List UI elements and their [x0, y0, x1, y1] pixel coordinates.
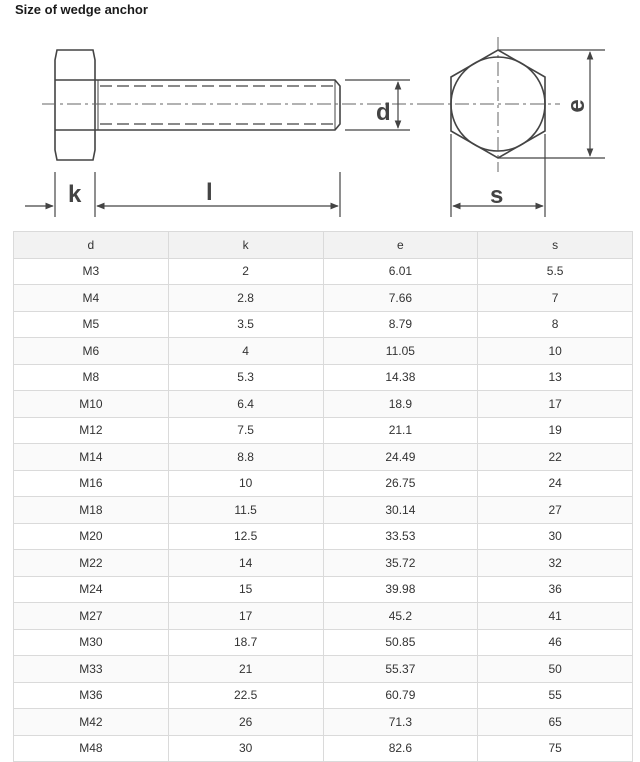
table-row — [14, 656, 633, 683]
table-cell: M12 — [14, 417, 169, 444]
table-cell: 30.14 — [323, 497, 478, 524]
column-header: e — [323, 232, 478, 259]
table-cell: 55.37 — [323, 656, 478, 683]
table-cell: M4 — [14, 285, 169, 312]
table-row — [14, 364, 633, 391]
table-cell: M14 — [14, 444, 169, 471]
table-cell: 21.1 — [323, 417, 478, 444]
table-row — [14, 391, 633, 418]
table-cell: 7 — [478, 285, 633, 312]
table-cell: M10 — [14, 391, 169, 418]
table-cell: M30 — [14, 629, 169, 656]
table-cell: 8 — [478, 311, 633, 338]
table-cell: 26.75 — [323, 470, 478, 497]
table-row — [14, 417, 633, 444]
table-cell: M6 — [14, 338, 169, 365]
d-label: d — [376, 99, 391, 126]
table-cell: 10 — [478, 338, 633, 365]
table-cell: 21 — [168, 656, 323, 683]
column-header: s — [478, 232, 633, 259]
table-cell: M27 — [14, 603, 169, 630]
table-row — [14, 258, 633, 285]
table-cell: 30 — [168, 735, 323, 762]
table-cell: 4 — [168, 338, 323, 365]
table-cell: 24.49 — [323, 444, 478, 471]
table-cell: 71.3 — [323, 709, 478, 736]
table-cell: 26 — [168, 709, 323, 736]
table-cell: M24 — [14, 576, 169, 603]
table-cell: M36 — [14, 682, 169, 709]
table-cell: 50.85 — [323, 629, 478, 656]
table-cell: 60.79 — [323, 682, 478, 709]
table-cell: 75 — [478, 735, 633, 762]
table-cell: M48 — [14, 735, 169, 762]
table-cell: 18.7 — [168, 629, 323, 656]
table-cell: M5 — [14, 311, 169, 338]
table-row — [14, 285, 633, 312]
table-cell: 32 — [478, 550, 633, 577]
table-cell: 3.5 — [168, 311, 323, 338]
table-row — [14, 523, 633, 550]
table-cell: M8 — [14, 364, 169, 391]
table-cell: 2 — [168, 258, 323, 285]
table-cell: 8.79 — [323, 311, 478, 338]
table-row — [14, 550, 633, 577]
table-cell: 45.2 — [323, 603, 478, 630]
page-title: Size of wedge anchor — [15, 2, 148, 17]
table-row — [14, 709, 633, 736]
table-cell: 33.53 — [323, 523, 478, 550]
table-cell: 8.8 — [168, 444, 323, 471]
table-cell: 46 — [478, 629, 633, 656]
table-cell: 14.38 — [323, 364, 478, 391]
bolt-dimension-diagram — [0, 22, 640, 232]
table-cell: 82.6 — [323, 735, 478, 762]
table-cell: 5.3 — [168, 364, 323, 391]
table-row — [14, 338, 633, 365]
table-cell: 15 — [168, 576, 323, 603]
table-cell: 22 — [478, 444, 633, 471]
table-cell: 30 — [478, 523, 633, 550]
table-cell: 11.05 — [323, 338, 478, 365]
table-cell: 55 — [478, 682, 633, 709]
table-cell: 24 — [478, 470, 633, 497]
table-cell: 10 — [168, 470, 323, 497]
table-row — [14, 470, 633, 497]
table-header-row — [14, 232, 633, 259]
table-row — [14, 682, 633, 709]
table-cell: M16 — [14, 470, 169, 497]
table-cell: 17 — [168, 603, 323, 630]
table-row — [14, 497, 633, 524]
table-cell: M20 — [14, 523, 169, 550]
l-label: l — [206, 179, 213, 206]
table-cell: 36 — [478, 576, 633, 603]
s-label: s — [490, 182, 504, 209]
table-cell: M33 — [14, 656, 169, 683]
table-cell: M22 — [14, 550, 169, 577]
size-table — [13, 231, 633, 762]
table-cell: 22.5 — [168, 682, 323, 709]
bolt-head-shape — [55, 50, 95, 160]
table-cell: 11.5 — [168, 497, 323, 524]
table-cell: 27 — [478, 497, 633, 524]
table-cell: 13 — [478, 364, 633, 391]
table-cell: 2.8 — [168, 285, 323, 312]
table-cell: 5.5 — [478, 258, 633, 285]
table-cell: 17 — [478, 391, 633, 418]
table-cell: 7.66 — [323, 285, 478, 312]
table-cell: 65 — [478, 709, 633, 736]
table-row — [14, 735, 633, 762]
table-row — [14, 311, 633, 338]
column-header: d — [14, 232, 169, 259]
table-cell: 14 — [168, 550, 323, 577]
table-cell: 18.9 — [323, 391, 478, 418]
column-header: k — [168, 232, 323, 259]
table-cell: 41 — [478, 603, 633, 630]
table-cell: 6.01 — [323, 258, 478, 285]
table-cell: M18 — [14, 497, 169, 524]
table-cell: 39.98 — [323, 576, 478, 603]
table-row — [14, 576, 633, 603]
table-row — [14, 629, 633, 656]
e-label: e — [563, 99, 590, 113]
bolt-shank-shape — [95, 80, 340, 130]
k-label: k — [68, 181, 82, 208]
table-cell: M3 — [14, 258, 169, 285]
table-cell: 7.5 — [168, 417, 323, 444]
table-cell: 35.72 — [323, 550, 478, 577]
table-row — [14, 603, 633, 630]
table-cell: 6.4 — [168, 391, 323, 418]
table-cell: 50 — [478, 656, 633, 683]
table-row — [14, 444, 633, 471]
table-cell: M42 — [14, 709, 169, 736]
table-cell: 12.5 — [168, 523, 323, 550]
table-cell: 19 — [478, 417, 633, 444]
